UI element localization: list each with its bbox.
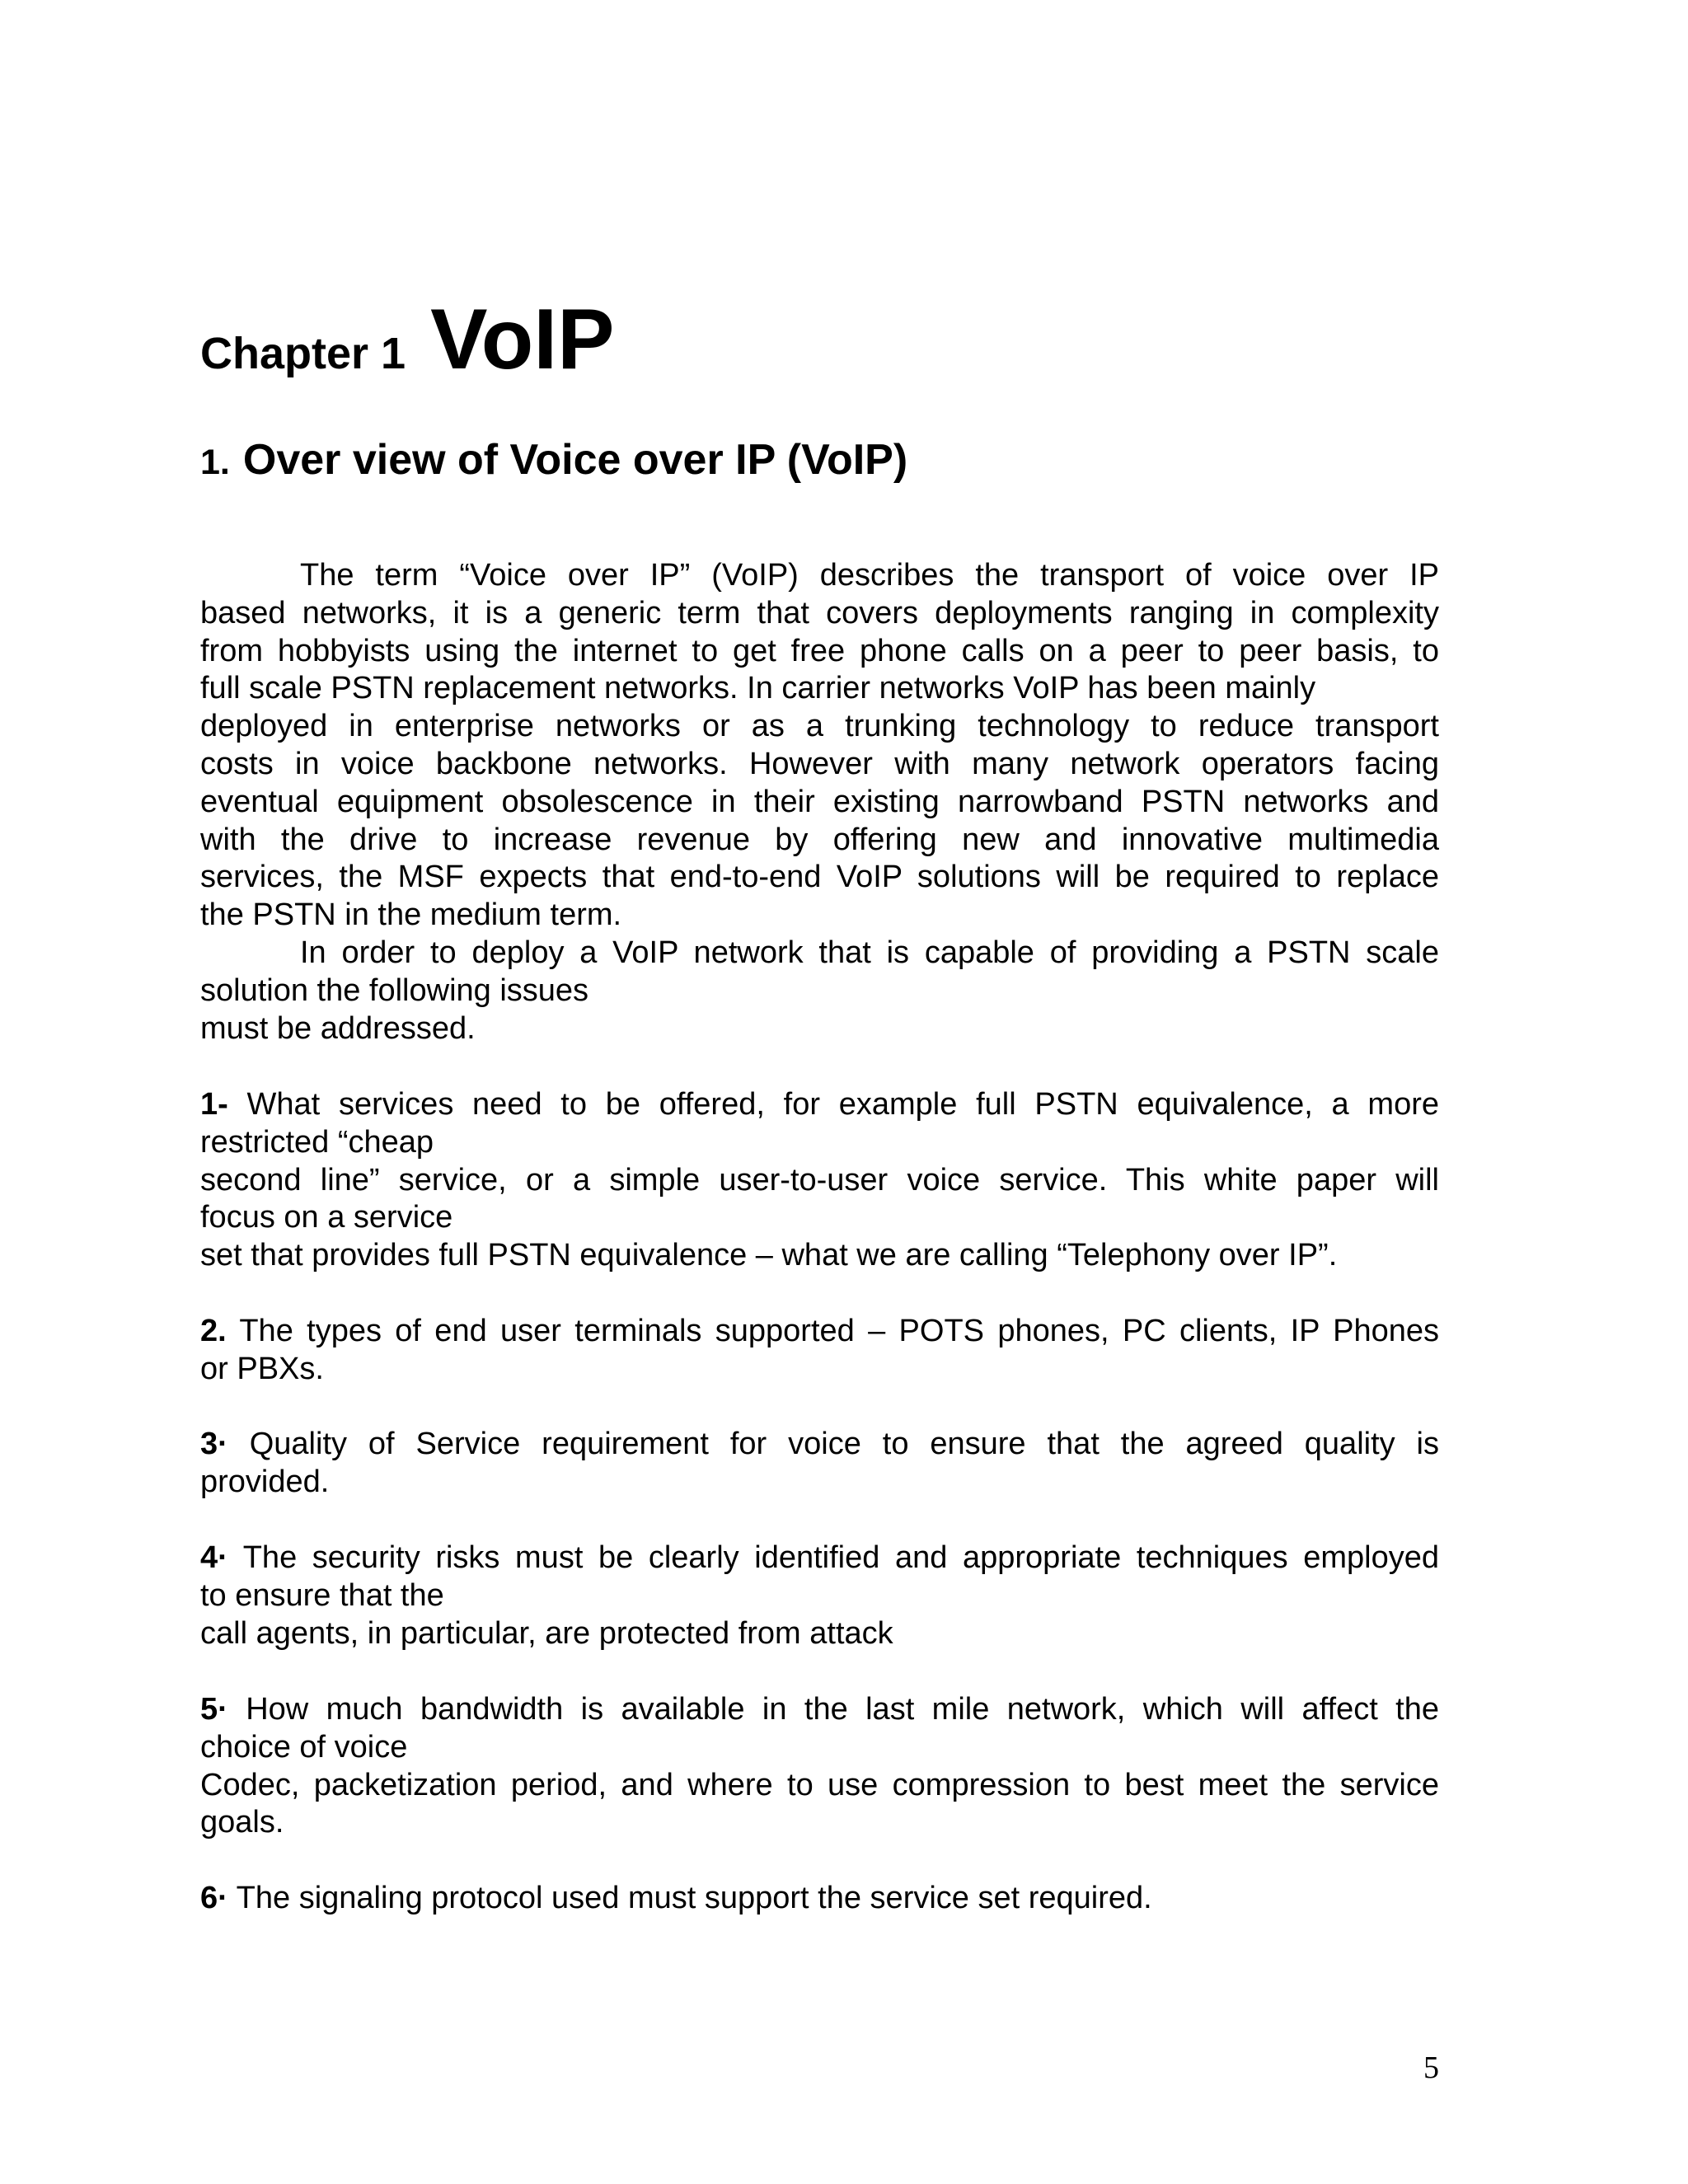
- section-title: Over view of Voice over IP (VoIP): [242, 436, 908, 484]
- list-item-text: How much bandwidth is available in the last mile network, which will affect the: [246, 1692, 1439, 1727]
- list-item-line: goals.: [200, 1805, 284, 1840]
- list-item-number: 6·: [200, 1881, 228, 1915]
- list-item-line: [200, 1086, 1439, 1124]
- list-item: [200, 1086, 1439, 1275]
- paragraph-line: full scale PSTN replacement networks. In carrier networks VoIP has been mainly: [200, 671, 1316, 706]
- list-item-line: Codec, packetization period, and where to use compression to best meet the service: [200, 1767, 1439, 1802]
- list-item-line: provided.: [200, 1464, 330, 1499]
- section-number: 1.: [200, 443, 230, 482]
- list-item-line: focus on a service: [200, 1200, 453, 1235]
- paragraph-line: must be addressed.: [200, 1010, 476, 1046]
- list-item-text: Quality of Service requirement for voice to ensure that the agreed quality is: [249, 1427, 1439, 1461]
- paragraph-line: based networks, it is a generic term that covers deployments ranging in complexity: [200, 595, 1439, 630]
- list-item-text: The types of end user terminals supported – POTS phones, PC clients, IP Phones: [239, 1314, 1439, 1348]
- list-item-text: What services need to be offered, for example full PSTN equivalence, a more: [246, 1087, 1439, 1122]
- list-item-line: [200, 1540, 1439, 1577]
- intro-paragraphs: [200, 557, 1439, 1047]
- list-item-line: second line” service, or a simple user-to-user voice service. This white paper will: [200, 1162, 1439, 1197]
- list-item-text: The signaling protocol used must support the service set required.: [236, 1881, 1152, 1915]
- paragraph-line: services, the MSF expects that end-to-end VoIP solutions will be required to replace: [200, 860, 1439, 895]
- list-item-text: The security risks must be clearly identified and appropriate techniques employed: [242, 1540, 1439, 1575]
- list-item-line: to ensure that the: [200, 1577, 444, 1613]
- list-item-line: set that provides full PSTN equivalence – what we are calling “Telephony over IP”.: [200, 1238, 1338, 1273]
- list-item-line: choice of voice: [200, 1729, 408, 1765]
- paragraph-line: with the drive to increase revenue by offering new and innovative multimedia: [200, 822, 1439, 857]
- list-item-number: 2.: [200, 1314, 227, 1348]
- paragraph-line: the PSTN in the medium term.: [200, 898, 622, 933]
- list-item-line: [200, 1426, 1439, 1464]
- chapter-heading: [200, 292, 615, 387]
- paragraph-line: deployed in enterprise networks or as a trunking technology to reduce transport: [200, 709, 1439, 744]
- chapter-title: VoIP: [430, 292, 615, 387]
- list-item-line: [200, 1880, 1439, 1918]
- list-item: [200, 1313, 1439, 1389]
- list-item: [200, 1880, 1439, 1918]
- paragraph-line: In order to deploy a VoIP network that is capable of providing a PSTN scale: [300, 935, 1439, 970]
- list-item-number: 4·: [200, 1540, 228, 1575]
- paragraph-line: solution the following issues: [200, 972, 589, 1008]
- paragraph-line: The term “Voice over IP” (VoIP) describes the transport of voice over IP: [300, 558, 1439, 593]
- list-item: [200, 1691, 1439, 1842]
- paragraph-line: costs in voice backbone networks. However with many network operators facing: [200, 746, 1439, 781]
- list-item-line: restricted “cheap: [200, 1124, 434, 1160]
- chapter-label: Chapter 1: [200, 329, 406, 378]
- list-item-number: 5·: [200, 1692, 228, 1727]
- list-item-line: call agents, in particular, are protected from attack: [200, 1615, 893, 1651]
- list-item-number: 3·: [200, 1427, 228, 1461]
- list-item-line: or PBXs.: [200, 1351, 324, 1386]
- page-number: 5: [1423, 2050, 1439, 2085]
- list-item: [200, 1540, 1439, 1652]
- list-item-number: 1-: [200, 1087, 228, 1122]
- list-item-line: [200, 1313, 1439, 1351]
- section-heading: [200, 436, 908, 484]
- paragraph-line: eventual equipment obsolescence in their existing narrowband PSTN networks and: [200, 784, 1439, 819]
- list-item: [200, 1426, 1439, 1502]
- paragraph-line: from hobbyists using the internet to get free phone calls on a peer to peer basis, to: [200, 633, 1439, 668]
- list-item-line: [200, 1691, 1439, 1729]
